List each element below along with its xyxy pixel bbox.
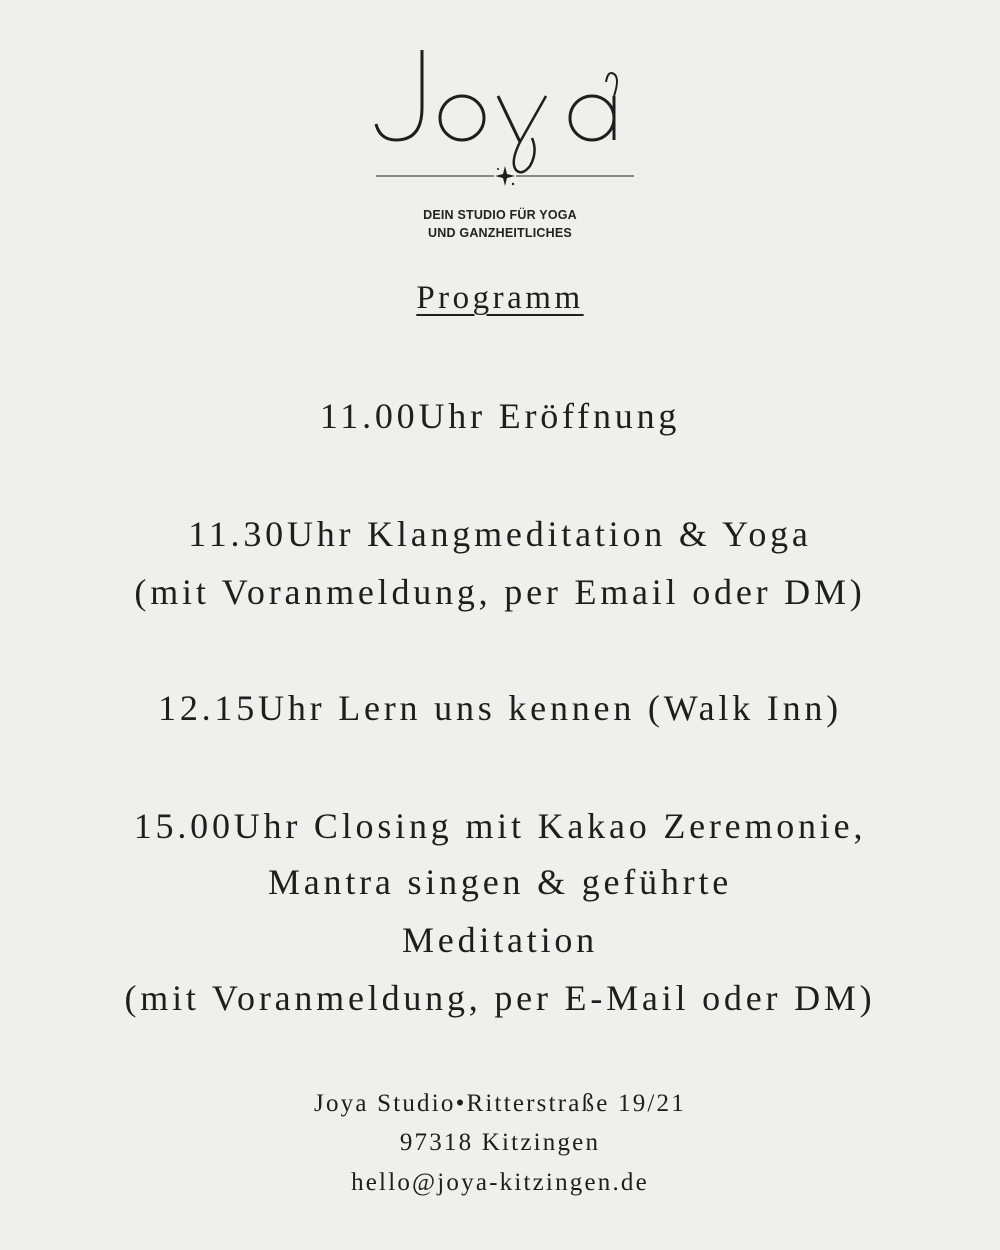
program-item-4-line-2: Mantra singen & geführte <box>267 862 733 902</box>
program-item-4-line-4: (mit Voranmeldung, per E-Mail oder DM) <box>124 978 876 1018</box>
program-item-1-line-1: 11.00Uhr Eröffnung <box>319 396 681 436</box>
program-item-2-line-1: 11.30Uhr Klangmeditation & Yoga <box>188 514 812 554</box>
program-heading: Programm <box>416 280 584 316</box>
brand-tagline-line-2: UND GANZHEITLICHES <box>428 226 572 240</box>
footer-address: Joya Studio•Ritterstraße 19/21 <box>314 1090 686 1117</box>
footer-email: hello@joya-kitzingen.de <box>351 1169 649 1196</box>
program-item-4-line-1: 15.00Uhr Closing mit Kakao Zeremonie, <box>133 806 867 846</box>
brand-tagline-line-1: DEIN STUDIO FÜR YOGA <box>423 208 577 222</box>
program-item-4-line-3: Meditation <box>402 920 598 960</box>
program-item-3-line-1: 12.15Uhr Lern uns kennen (Walk Inn) <box>158 688 842 728</box>
program-item-2-line-2: (mit Voranmeldung, per Email oder DM) <box>134 572 866 612</box>
footer-city: 97318 Kitzingen <box>399 1129 601 1156</box>
joya-logo-icon <box>370 38 640 198</box>
